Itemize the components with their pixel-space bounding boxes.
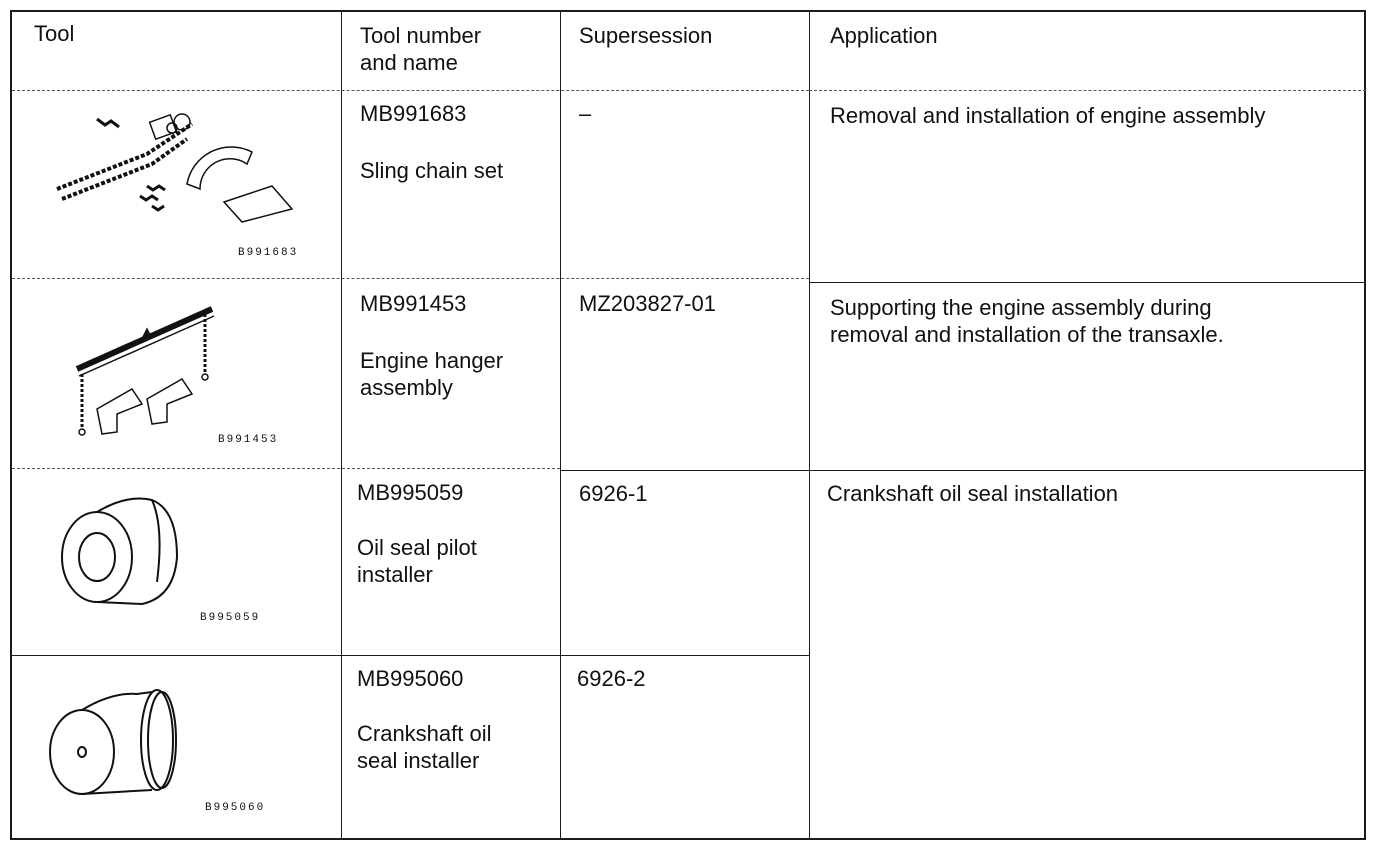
application: Crankshaft oil seal installation (827, 481, 1119, 506)
header-tool: Tool (34, 21, 75, 46)
image-code: B991683 (238, 247, 299, 259)
row-divider (809, 90, 1366, 91)
supersession: – (579, 101, 592, 126)
application: Removal and installation of engine assembly (830, 103, 1266, 128)
column-divider (560, 12, 561, 838)
supersession: 6926-1 (579, 481, 648, 506)
row-divider (12, 90, 809, 91)
column-divider (341, 12, 342, 838)
tool-name: Crankshaft oil seal installer (357, 721, 492, 773)
row-divider (560, 470, 1366, 471)
image-code: B991453 (218, 434, 279, 446)
header-tool-number-name: Tool number and name (360, 23, 482, 75)
sling-chain-set-icon (52, 104, 302, 234)
tool-number: MB995059 (357, 480, 464, 505)
image-code: B995059 (200, 612, 261, 624)
row-divider (12, 468, 560, 469)
application: Supporting the engine assembly during removal and installation of the transaxle. (830, 295, 1224, 347)
row-divider (12, 278, 809, 279)
row-divider (809, 282, 1366, 283)
special-tools-table (10, 10, 1366, 840)
image-code: B995060 (205, 802, 266, 814)
tool-number: MB991683 (360, 101, 467, 126)
tool-number: MB991453 (360, 291, 467, 316)
tool-number: MB995060 (357, 666, 464, 691)
supersession: MZ203827-01 (579, 291, 716, 316)
engine-hanger-icon (67, 294, 237, 444)
oil-seal-pilot-icon (52, 482, 192, 612)
column-divider (809, 12, 810, 838)
tool-name: Oil seal pilot installer (357, 535, 477, 587)
crankshaft-seal-installer-icon (42, 672, 192, 802)
tool-name: Sling chain set (360, 158, 504, 183)
tool-name: Engine hanger assembly (360, 348, 504, 400)
row-divider (12, 655, 809, 656)
header-application: Application (830, 23, 938, 48)
supersession: 6926-2 (577, 666, 646, 691)
header-supersession: Supersession (579, 23, 713, 48)
